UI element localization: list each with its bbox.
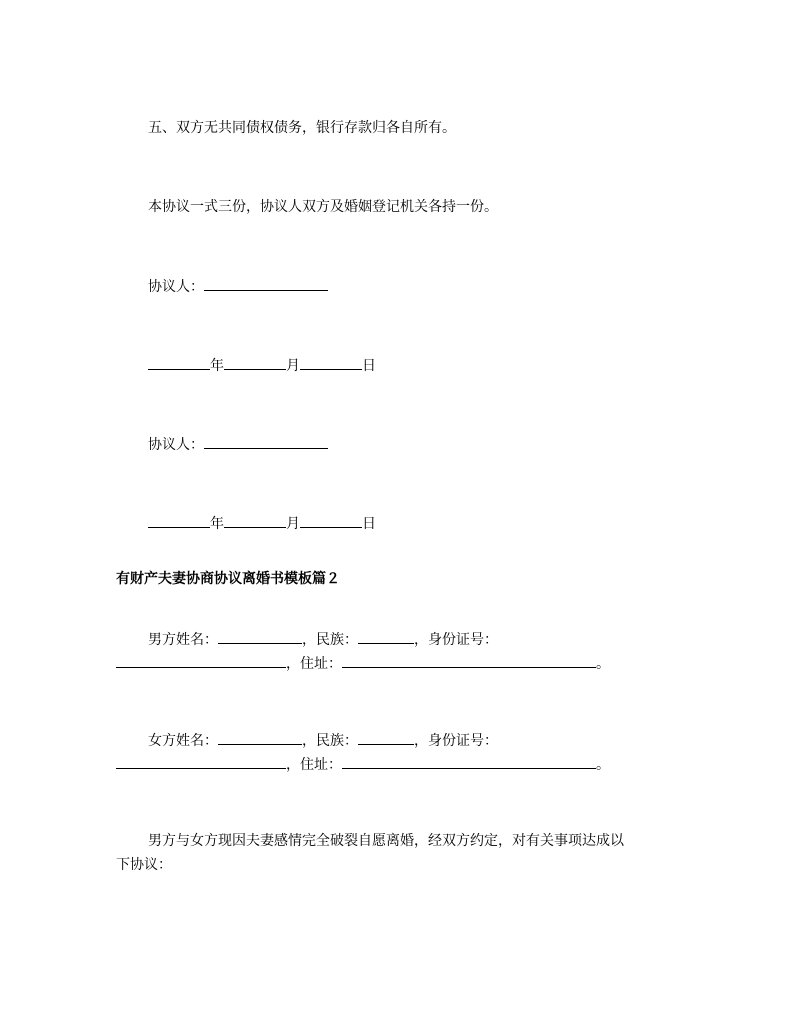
- male-info-line-1: [148, 630, 498, 649]
- day-blank[interactable]: [300, 356, 362, 370]
- male-id-blank[interactable]: [116, 654, 286, 668]
- section-heading: 有财产夫妻协商协议离婚书模板篇２: [116, 571, 340, 587]
- female-address-blank[interactable]: [342, 755, 596, 769]
- signer-blank[interactable]: [204, 435, 328, 449]
- signer-line-2: [148, 435, 328, 454]
- signer-label: 协议人：: [148, 279, 204, 295]
- month-blank[interactable]: [224, 514, 286, 528]
- month-label: 月: [286, 516, 300, 532]
- day-blank[interactable]: [300, 514, 362, 528]
- agreement-paragraph-line-2: 下协议：: [116, 857, 172, 873]
- ethnicity-label: ，民族：: [302, 733, 358, 749]
- month-label: 月: [286, 358, 300, 374]
- year-blank[interactable]: [148, 356, 210, 370]
- ethnicity-label: ，民族：: [302, 632, 358, 648]
- year-blank[interactable]: [148, 514, 210, 528]
- female-name-blank[interactable]: [218, 731, 302, 745]
- day-label: 日: [362, 516, 376, 532]
- female-info-line-2: [116, 755, 610, 774]
- signer-label: 协议人：: [148, 437, 204, 453]
- signer-line-1: [148, 277, 328, 296]
- month-blank[interactable]: [224, 356, 286, 370]
- paragraph-copies: 本协议一式三份，协议人双方及婚姻登记机关各持一份。: [148, 199, 498, 215]
- id-label: ，身份证号：: [414, 733, 498, 749]
- period: 。: [596, 757, 610, 773]
- address-label: ，住址：: [286, 656, 342, 672]
- female-name-label: 女方姓名：: [148, 733, 218, 749]
- id-label: ，身份证号：: [414, 632, 498, 648]
- year-label: 年: [210, 516, 224, 532]
- female-info-line-1: [148, 731, 498, 750]
- day-label: 日: [362, 358, 376, 374]
- male-ethnicity-blank[interactable]: [358, 630, 414, 644]
- date-line-2: [148, 514, 376, 533]
- signer-blank[interactable]: [204, 277, 328, 291]
- year-label: 年: [210, 358, 224, 374]
- agreement-paragraph-line-1: 男方与女方现因夫妻感情完全破裂自愿离婚，经双方约定，对有关事项达成以: [148, 833, 624, 849]
- male-name-blank[interactable]: [218, 630, 302, 644]
- period: 。: [596, 656, 610, 672]
- date-line-1: [148, 356, 376, 375]
- male-info-line-2: [116, 654, 610, 673]
- male-name-label: 男方姓名：: [148, 632, 218, 648]
- male-address-blank[interactable]: [342, 654, 596, 668]
- address-label: ，住址：: [286, 757, 342, 773]
- female-ethnicity-blank[interactable]: [358, 731, 414, 745]
- female-id-blank[interactable]: [116, 755, 286, 769]
- paragraph-five: 五、双方无共同债权债务，银行存款归各自所有。: [148, 120, 456, 136]
